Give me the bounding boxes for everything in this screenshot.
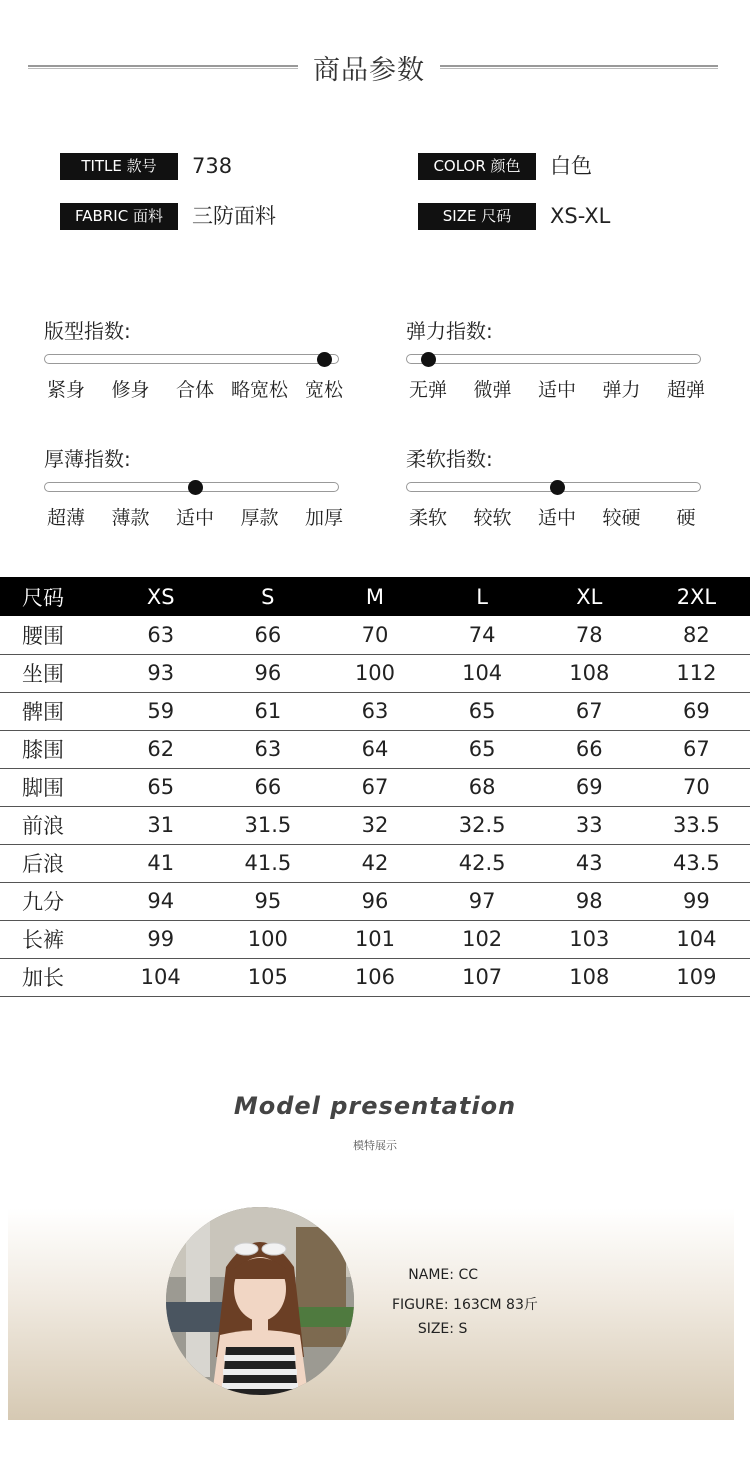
model-photo [166, 1207, 354, 1395]
table-cell: 髀围 [0, 692, 107, 730]
table-cell: 69 [536, 768, 643, 806]
table-cell: 95 [214, 882, 321, 920]
size-chart-table [0, 577, 750, 997]
index-option: 适中 [175, 507, 215, 529]
table-cell: 长裤 [0, 920, 107, 958]
table-cell: 93 [107, 654, 214, 692]
table-cell: 33.5 [643, 806, 750, 844]
index-option: 修身 [111, 379, 150, 401]
index-option: 超薄 [46, 507, 86, 529]
index-option: 超弹 [666, 379, 706, 401]
index-option: 无弹 [408, 379, 448, 401]
index-option: 较软 [473, 507, 512, 529]
table-cell: 112 [643, 654, 750, 692]
table-cell: 105 [214, 958, 321, 996]
param-size-value: XS-XL [550, 204, 611, 228]
table-cell: 61 [214, 692, 321, 730]
table-cell: 33 [536, 806, 643, 844]
table-cell: 104 [643, 920, 750, 958]
table-cell: 68 [429, 768, 536, 806]
model-size-value: S [458, 1321, 468, 1337]
index-option: 较硬 [602, 507, 641, 529]
table-header: XL [536, 577, 643, 616]
index-option: 紧身 [46, 379, 86, 401]
table-row [0, 730, 750, 768]
header-divider-left [28, 65, 298, 69]
table-cell: 98 [536, 882, 643, 920]
table-cell: 32.5 [429, 806, 536, 844]
model-photo-illustration [166, 1207, 354, 1395]
model-info-panel [8, 1208, 734, 1420]
model-name-label: NAME: [408, 1267, 454, 1283]
table-row [0, 616, 750, 654]
index-option: 合体 [175, 379, 215, 401]
elasticity-index [406, 315, 706, 405]
section-header [0, 44, 750, 88]
index-option: 宽松 [304, 379, 344, 401]
param-color-value: 白色 [550, 154, 592, 178]
table-cell: 106 [321, 958, 428, 996]
softness-index-label: 柔软指数: [406, 447, 493, 471]
table-cell: 42.5 [429, 844, 536, 882]
param-size-tag: SIZE 尺码 [418, 203, 536, 230]
index-option: 柔软 [408, 507, 448, 529]
table-cell: 99 [107, 920, 214, 958]
table-cell: 膝围 [0, 730, 107, 768]
table-cell: 67 [536, 692, 643, 730]
index-option: 薄款 [111, 507, 150, 529]
table-cell: 97 [429, 882, 536, 920]
softness-index [406, 443, 706, 533]
table-cell: 96 [214, 654, 321, 692]
table-row [0, 958, 750, 996]
table-cell: 100 [214, 920, 321, 958]
table-cell: 82 [643, 616, 750, 654]
table-row [0, 806, 750, 844]
table-cell: 43 [536, 844, 643, 882]
param-title-value: 738 [192, 154, 233, 178]
thickness-index [44, 443, 344, 533]
table-cell: 腰围 [0, 616, 107, 654]
table-cell: 后浪 [0, 844, 107, 882]
softness-index-marker [550, 480, 565, 495]
table-cell: 66 [536, 730, 643, 768]
index-option: 厚款 [240, 507, 279, 529]
table-cell: 坐围 [0, 654, 107, 692]
table-cell: 78 [536, 616, 643, 654]
table-cell: 67 [643, 730, 750, 768]
table-header: M [321, 577, 428, 616]
table-row [0, 692, 750, 730]
elasticity-index-marker [421, 352, 436, 367]
elasticity-index-label: 弹力指数: [406, 319, 493, 343]
model-section-subtitle: 模特展示 [353, 1139, 397, 1152]
table-header: 尺码 [0, 577, 107, 616]
index-option: 略宽松 [230, 379, 289, 401]
table-cell: 102 [429, 920, 536, 958]
model-figure-row [392, 1294, 538, 1314]
table-row [0, 654, 750, 692]
thickness-index-marker [188, 480, 203, 495]
model-name-value: CC [458, 1267, 479, 1283]
table-cell: 62 [107, 730, 214, 768]
fit-index-marker [317, 352, 332, 367]
table-cell: 100 [321, 654, 428, 692]
index-option: 弹力 [602, 379, 641, 401]
table-row [0, 768, 750, 806]
table-cell: 94 [107, 882, 214, 920]
index-option: 硬 [676, 507, 696, 529]
table-header: 2XL [643, 577, 750, 616]
table-header: XS [107, 577, 214, 616]
table-row [0, 882, 750, 920]
fit-index-label: 版型指数: [44, 319, 131, 343]
fit-index [44, 315, 344, 405]
table-row [0, 844, 750, 882]
table-cell: 66 [214, 616, 321, 654]
index-option: 适中 [537, 507, 577, 529]
table-cell: 70 [321, 616, 428, 654]
param-title-tag: TITLE 款号 [60, 153, 178, 180]
table-cell: 67 [321, 768, 428, 806]
table-cell: 108 [536, 958, 643, 996]
table-cell: 66 [214, 768, 321, 806]
thickness-index-label: 厚薄指数: [44, 447, 131, 471]
table-header: S [214, 577, 321, 616]
table-cell: 104 [107, 958, 214, 996]
table-cell: 108 [536, 654, 643, 692]
table-cell: 70 [643, 768, 750, 806]
elasticity-index-track [406, 354, 701, 364]
model-name-row [380, 1267, 478, 1283]
model-size-row [380, 1321, 467, 1337]
model-size-label: SIZE: [417, 1321, 454, 1337]
table-cell: 63 [321, 692, 428, 730]
table-cell: 104 [429, 654, 536, 692]
table-cell: 65 [429, 730, 536, 768]
table-cell: 64 [321, 730, 428, 768]
section-title: 商品参数 [313, 55, 425, 86]
table-cell: 65 [107, 768, 214, 806]
param-fabric-tag: FABRIC 面料 [60, 203, 178, 230]
index-option: 加厚 [304, 507, 344, 529]
fit-index-track [44, 354, 339, 364]
table-cell: 43.5 [643, 844, 750, 882]
table-cell: 103 [536, 920, 643, 958]
table-cell: 63 [214, 730, 321, 768]
model-figure-label: FIGURE: [392, 1297, 449, 1313]
table-cell: 41.5 [214, 844, 321, 882]
table-cell: 32 [321, 806, 428, 844]
table-cell: 69 [643, 692, 750, 730]
table-cell: 31.5 [214, 806, 321, 844]
table-cell: 96 [321, 882, 428, 920]
table-row [0, 920, 750, 958]
table-cell: 31 [107, 806, 214, 844]
table-cell: 109 [643, 958, 750, 996]
table-cell: 加长 [0, 958, 107, 996]
index-option: 微弹 [473, 379, 512, 401]
table-cell: 脚围 [0, 768, 107, 806]
table-cell: 59 [107, 692, 214, 730]
param-color-tag: COLOR 颜色 [418, 153, 536, 180]
table-cell: 99 [643, 882, 750, 920]
model-figure-value: 163CM 83斤 [453, 1297, 538, 1313]
table-cell: 63 [107, 616, 214, 654]
index-option: 适中 [537, 379, 577, 401]
table-cell: 101 [321, 920, 428, 958]
param-fabric-value: 三防面料 [192, 204, 276, 228]
size-chart-header-row [0, 577, 750, 616]
table-cell: 九分 [0, 882, 107, 920]
table-cell: 前浪 [0, 806, 107, 844]
header-divider-right [440, 65, 718, 69]
table-header: L [429, 577, 536, 616]
table-cell: 41 [107, 844, 214, 882]
table-cell: 107 [429, 958, 536, 996]
model-section-title: Model presentation [233, 1092, 517, 1120]
table-cell: 65 [429, 692, 536, 730]
table-cell: 74 [429, 616, 536, 654]
table-cell: 42 [321, 844, 428, 882]
